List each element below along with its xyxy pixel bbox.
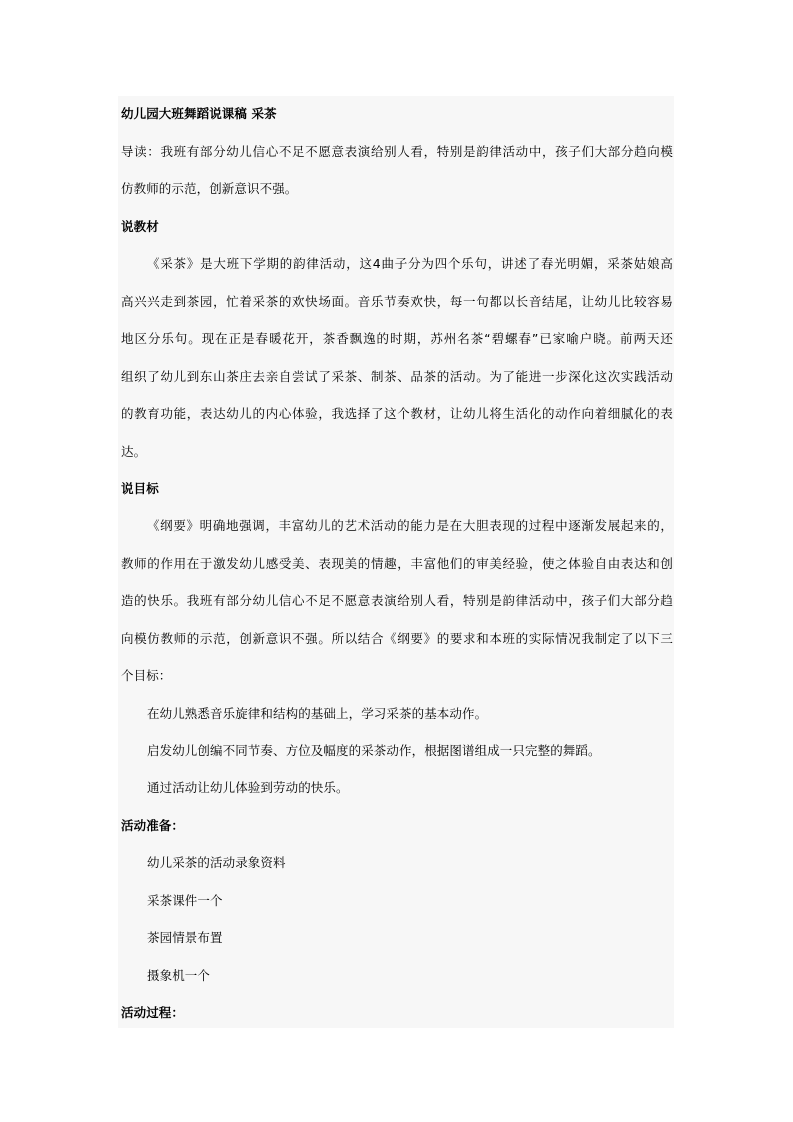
goal-item-2: 启发幼儿创编不同节奏、方位及幅度的采茶动作，根据图谱组成一只完整的舞蹈。	[147, 743, 601, 758]
material-line-4: 组织了幼儿到东山茶庄去亲自尝试了采茶、制茶、品茶的活动。为了能进一步深化这次实践活动	[121, 369, 673, 384]
material-line-6: 达。	[121, 444, 147, 459]
heading-prep: 活动准备：	[121, 818, 185, 833]
prep-item-1: 幼儿采茶的活动录象资料	[147, 855, 286, 870]
material-line-1: 《采茶》是大班下学期的韵律活动，这4曲子分为四个乐句，讲述了春光明媚，采茶姑娘高	[147, 256, 673, 271]
goals-line-3: 造的快乐。我班有部分幼儿信心不足不愿意表演给别人看，特别是韵律活动中，孩子们大部分趋	[121, 593, 673, 608]
prep-item-2: 采茶课件一个	[147, 893, 223, 908]
goal-item-3: 通过活动让幼儿体验到劳动的快乐。	[147, 780, 349, 795]
goals-line-4: 向模仿教师的示范，创新意识不强。所以结合《纲要》的要求和本班的实际情况我制定了以下三	[121, 631, 673, 646]
prep-item-4: 摄象机一个	[147, 968, 211, 983]
goals-line-1: 《纲要》明确地强调，丰富幼儿的艺术活动的能力是在大胆表现的过程中逐渐发展起来的，	[147, 518, 673, 533]
material-line-5: 的教育功能，表达幼儿的内心体验，我选择了这个教材，让幼儿将生活化的动作向着细腻化的表	[121, 406, 673, 421]
material-line-2: 高兴兴走到茶园，忙着采茶的欢快场面。音乐节奏欢快，每一句都以长音结尾，让幼儿比较容易	[121, 294, 673, 309]
intro-line-1: 导读：我班有部分幼儿信心不足不愿意表演给别人看，特别是韵律活动中，孩子们大部分趋向模	[121, 144, 673, 159]
goal-item-1: 在幼儿熟悉音乐旋律和结构的基础上，学习采茶的基本动作。	[147, 706, 488, 721]
prep-item-3: 茶园情景布置	[147, 930, 223, 945]
heading-process: 活动过程：	[121, 1005, 185, 1020]
document-title: 幼儿园大班舞蹈说课稿 采茶	[121, 106, 277, 121]
heading-goals: 说目标	[121, 481, 159, 496]
goals-line-2: 教师的作用在于激发幼儿感受美、表现美的情趣，丰富他们的审美经验，使之体验自由表达和创	[121, 556, 673, 571]
intro-line-2: 仿教师的示范，创新意识不强。	[121, 181, 298, 196]
heading-material: 说教材	[121, 219, 159, 234]
goals-line-5: 个目标：	[121, 668, 172, 683]
material-line-3: 地区分乐句。现在正是春暖花开，茶香飘逸的时期，苏州名茶“碧螺春”已家喻户晓。前两天还	[121, 331, 673, 346]
